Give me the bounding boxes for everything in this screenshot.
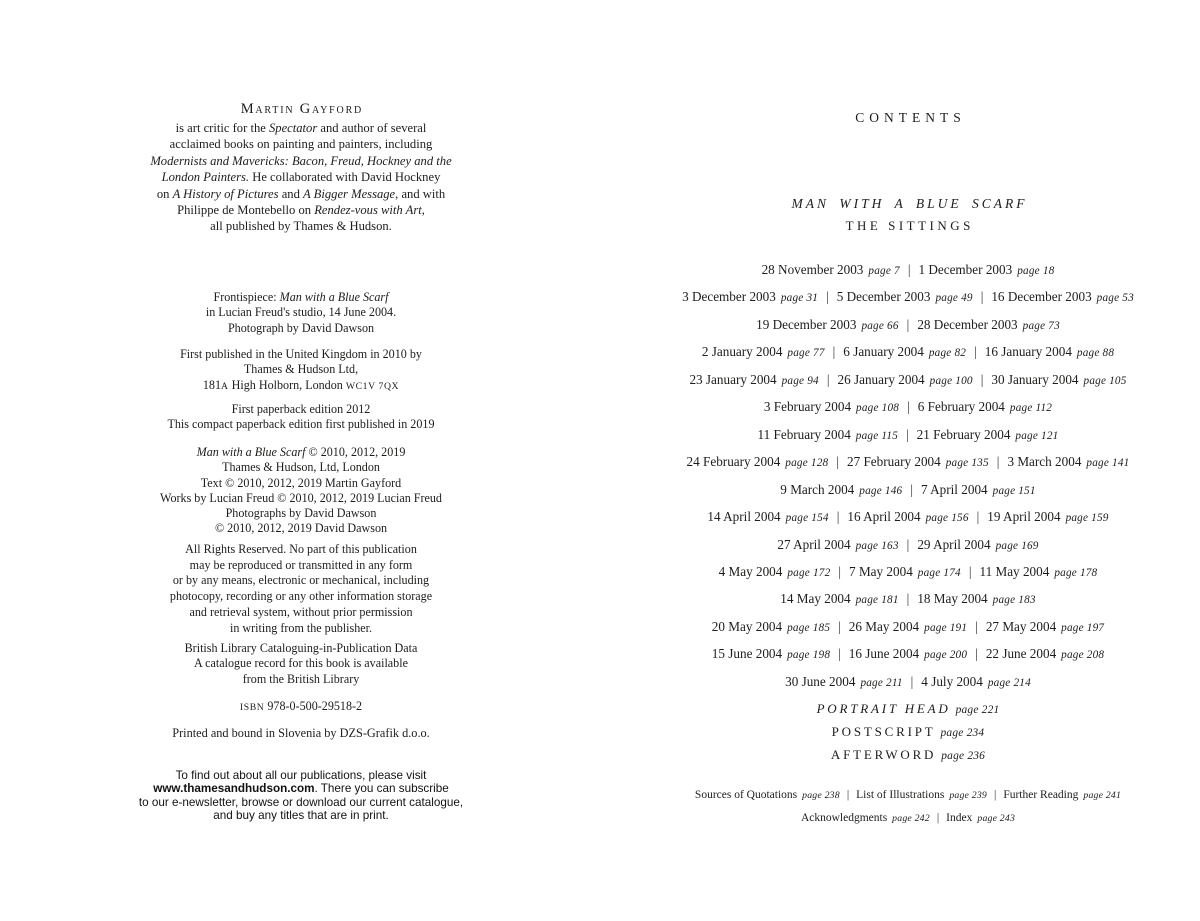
text-segment: Text © 2010, 2012, 2019 Martin Gayford xyxy=(200,475,402,490)
toc-row xyxy=(678,422,1138,449)
rights-reserved-block xyxy=(133,542,469,636)
toc-entry-label: 19 December 2003 xyxy=(756,316,857,332)
toc-entry xyxy=(719,564,831,579)
separator: | xyxy=(838,646,841,662)
toc-entry-label: 22 June 2004 xyxy=(985,646,1057,662)
text-segment: 181 xyxy=(202,377,222,392)
toc-entry xyxy=(917,317,1060,332)
text-segment: on xyxy=(156,186,173,201)
toc-row xyxy=(678,614,1138,641)
toc-entry-page: page 200 xyxy=(924,649,968,662)
text-segment: . There you can subscribe xyxy=(314,782,449,796)
text-segment: A History of Pictures xyxy=(172,186,279,201)
toc-entry-page: page 169 xyxy=(995,539,1039,552)
toc-entry-page: page 105 xyxy=(1083,374,1127,387)
toc-entry xyxy=(917,427,1059,442)
toc-entry-page: page 197 xyxy=(1061,621,1105,634)
text-segment: and buy any titles that are in print. xyxy=(213,809,389,823)
toc-entry-page: page 163 xyxy=(855,539,899,552)
text-segment: www.thamesandhudson.com xyxy=(153,782,315,796)
toc-entry-page: page 181 xyxy=(855,594,899,607)
toc-entry-label: 11 February 2004 xyxy=(757,426,851,442)
text-line xyxy=(133,769,469,782)
toc-row xyxy=(678,586,1138,613)
text-segment: Frontispiece: xyxy=(213,290,280,304)
toc-row xyxy=(678,559,1138,586)
toc-row xyxy=(678,641,1138,668)
toc-entry-label: 21 February 2004 xyxy=(916,426,1011,442)
separator: | xyxy=(846,789,850,801)
toc-entry xyxy=(946,812,1015,824)
toc-entry-page: page 208 xyxy=(1061,649,1105,662)
toc-entry-page: page 238 xyxy=(802,790,840,801)
text-segment: Philippe de Montebello on xyxy=(177,203,315,218)
text-segment: ISBN xyxy=(239,702,265,713)
toc-entry xyxy=(1007,454,1129,469)
toc-entry xyxy=(849,564,961,579)
text-segment: 978-0-500-29518-2 xyxy=(264,699,363,713)
separator: | xyxy=(975,618,978,634)
text-segment: acclaimed books on painting and painters, including xyxy=(169,137,433,152)
toc-entry-page: page 236 xyxy=(941,750,986,762)
toc-entry-page: page 151 xyxy=(992,484,1036,497)
text-line xyxy=(133,445,469,460)
toc-entry xyxy=(831,747,985,762)
toc-row xyxy=(678,449,1138,476)
toc-entry xyxy=(785,674,903,689)
toc-entry xyxy=(847,509,968,524)
toc-entry-label: 27 February 2004 xyxy=(846,454,941,470)
toc-entry xyxy=(921,482,1036,497)
publication-info xyxy=(133,347,469,394)
toc-entry-label: 7 May 2004 xyxy=(849,563,913,579)
toc-entry xyxy=(764,399,899,414)
frontispiece-note xyxy=(133,290,469,336)
toc-entry xyxy=(780,591,898,606)
toc-entry-page: page 49 xyxy=(935,292,973,305)
toc-entry-label: PORTRAIT HEAD xyxy=(816,701,951,716)
text-line xyxy=(133,521,469,536)
toc-entry xyxy=(847,454,989,469)
toc-entry-page: page 198 xyxy=(787,649,831,662)
toc-entry-label: 2 January 2004 xyxy=(701,344,783,360)
text-line xyxy=(133,120,469,136)
toc-entry-page: page 7 xyxy=(868,265,900,277)
toc-entry-label: 16 June 2004 xyxy=(848,646,920,662)
toc-entry-page: page 159 xyxy=(1065,512,1109,525)
toc-entry xyxy=(689,372,818,387)
separator: | xyxy=(838,563,842,579)
toc-entry-page: page 141 xyxy=(1086,457,1130,470)
text-segment: Thames & Hudson Ltd, xyxy=(243,362,359,377)
toc-entry-label: 9 March 2004 xyxy=(780,481,855,497)
text-segment: Man with a Blue Scarf xyxy=(279,290,389,304)
text-segment: and author of several xyxy=(317,121,427,135)
toc-entry-page: page 172 xyxy=(787,566,831,579)
separator: | xyxy=(832,344,836,360)
separator: | xyxy=(976,509,980,525)
toc-entry-page: page 241 xyxy=(1083,790,1122,801)
toc-entry-page: page 94 xyxy=(781,374,819,387)
text-line xyxy=(133,605,469,621)
text-segment: , and with xyxy=(395,186,446,201)
text-line xyxy=(133,542,469,558)
library-cataloguing-block xyxy=(133,641,469,687)
text-line xyxy=(133,589,469,605)
toc-entry-label: 26 January 2004 xyxy=(837,371,925,387)
text-line xyxy=(133,218,469,234)
text-line xyxy=(133,186,469,202)
text-line xyxy=(133,305,469,320)
text-segment: to our e-newsletter, browse or download our current catalogue, xyxy=(138,795,464,809)
toc-entry xyxy=(986,646,1104,661)
toc-entry-page: page 82 xyxy=(928,347,967,360)
toc-entry-label: 20 May 2004 xyxy=(711,618,783,634)
toc-entry-page: page 146 xyxy=(859,484,903,497)
separator: | xyxy=(906,316,910,332)
toc-entry-page: page 18 xyxy=(1017,265,1055,277)
toc-entry xyxy=(917,591,1035,606)
toc-entry-label: 3 February 2004 xyxy=(763,399,852,415)
text-line xyxy=(133,672,469,687)
toc-entry-label: 5 December 2003 xyxy=(836,289,931,305)
sittings-list xyxy=(678,257,1138,696)
toc-row xyxy=(678,367,1138,394)
separator: | xyxy=(838,618,841,634)
separator: | xyxy=(907,399,910,415)
toc-entry xyxy=(777,537,898,552)
toc-entry xyxy=(702,344,825,359)
text-line xyxy=(133,796,469,809)
text-segment: Rendez-vous with Art xyxy=(314,203,422,218)
separator: | xyxy=(996,454,1000,470)
text-line xyxy=(133,153,469,169)
toc-entry xyxy=(985,344,1114,359)
toc-entry-page: page 100 xyxy=(929,374,973,387)
text-line xyxy=(133,699,469,715)
text-segment: is art critic for the xyxy=(175,121,269,135)
separator: | xyxy=(826,289,829,305)
toc-entry-page: page 121 xyxy=(1015,429,1059,442)
toc-entry-label: 3 March 2004 xyxy=(1007,454,1082,470)
toc-entry xyxy=(780,482,902,497)
toc-entry-page: page 211 xyxy=(860,676,903,689)
toc-entry-label: 6 February 2004 xyxy=(917,399,1005,415)
toc-entry xyxy=(682,289,818,304)
toc-entry-page: page 242 xyxy=(892,813,930,824)
toc-entry-label: Index xyxy=(946,812,973,824)
toc-entry xyxy=(687,454,829,469)
toc-row xyxy=(678,532,1138,559)
toc-row xyxy=(678,744,1138,767)
toc-entry xyxy=(712,646,830,661)
toc-entry-page: page 214 xyxy=(987,676,1031,689)
toc-entry xyxy=(986,619,1104,634)
toc-entry xyxy=(712,619,830,634)
text-segment: First published in the United Kingdom in 2010 by xyxy=(180,347,422,361)
toc-entry-page: page 243 xyxy=(977,813,1016,824)
text-line xyxy=(133,362,469,377)
toc-entry-label: 15 June 2004 xyxy=(711,646,783,662)
text-segment: Photograph by David Dawson xyxy=(227,320,375,335)
separator: | xyxy=(968,563,972,579)
text-segment: All Rights Reserved. No part of this publication xyxy=(185,542,417,556)
toc-entry-page: page 77 xyxy=(787,347,825,360)
separator: | xyxy=(836,454,839,470)
separator: | xyxy=(994,789,997,801)
toc-entry-page: page 31 xyxy=(780,292,819,305)
text-segment: Thames & Hudson, Ltd, London xyxy=(222,460,380,475)
text-line xyxy=(133,402,469,417)
text-segment: in writing from the publisher. xyxy=(229,620,373,635)
toc-entry-page: page 73 xyxy=(1022,319,1060,332)
toc-row xyxy=(678,339,1138,366)
toc-entry xyxy=(801,812,930,824)
back-sections-list xyxy=(678,698,1138,767)
separator: | xyxy=(906,536,910,552)
part-subtitle: THE SITTINGS xyxy=(845,218,974,233)
toc-entry-page: page 234 xyxy=(940,727,985,739)
toc-entry-label: 16 January 2004 xyxy=(984,344,1072,360)
isbn-line xyxy=(133,699,469,715)
toc-entry xyxy=(849,646,967,661)
toc-entry-page: page 239 xyxy=(949,790,987,801)
toc-entry-label: 19 April 2004 xyxy=(987,509,1061,525)
text-segment: WC1V 7QX xyxy=(345,380,400,392)
text-segment: all published by Thames & Hudson. xyxy=(210,219,392,234)
separator: | xyxy=(980,371,984,387)
toc-entry-label: 23 January 2004 xyxy=(689,371,777,387)
toc-row xyxy=(678,284,1138,311)
separator: | xyxy=(910,481,913,497)
publisher-website-block xyxy=(133,769,469,823)
text-line xyxy=(133,641,469,656)
toc-entry xyxy=(695,789,840,801)
text-segment: Modernists and Mavericks: Bacon, Freud, Hockney and the xyxy=(150,153,452,168)
separator: | xyxy=(906,591,910,607)
toc-entry-label: 24 February 2004 xyxy=(686,454,781,470)
toc-entry xyxy=(917,537,1038,552)
toc-entry-page: page 66 xyxy=(861,319,899,332)
text-segment: To find out about all our publications, please visit xyxy=(175,769,427,782)
toc-entry xyxy=(918,262,1054,277)
toc-entry-label: 14 April 2004 xyxy=(707,509,781,525)
text-segment: Works by Lucian Freud © 2010, 2012, 2019 Lucian Freud xyxy=(160,490,442,505)
toc-entry-page: page 128 xyxy=(785,457,829,470)
toc-entry xyxy=(991,372,1126,387)
toc-entry-page: page 115 xyxy=(855,429,899,442)
text-segment: and retrieval system, without prior permission xyxy=(189,604,413,619)
text-segment: High Holborn, London xyxy=(228,377,346,392)
text-segment: Spectator xyxy=(268,121,318,135)
text-segment: Man with a Blue Scarf xyxy=(196,445,306,459)
text-line xyxy=(133,782,469,795)
toc-entry xyxy=(837,372,972,387)
toc-entry-label: 16 December 2003 xyxy=(991,289,1092,305)
toc-entry-page: page 53 xyxy=(1096,292,1134,305)
toc-entry-label: 6 January 2004 xyxy=(843,344,924,360)
toc-row xyxy=(678,784,1138,807)
toc-entry-label: 7 April 2004 xyxy=(920,481,988,497)
text-line xyxy=(133,476,469,491)
text-segment: A xyxy=(221,380,229,392)
text-line xyxy=(133,809,469,822)
text-segment: and xyxy=(278,186,304,201)
author-bio xyxy=(133,120,469,235)
text-segment: British Library Cataloguing-in-Publication Data xyxy=(184,641,418,655)
toc-entry-page: page 174 xyxy=(917,566,961,579)
toc-entry-label: 1 December 2003 xyxy=(918,262,1013,277)
text-segment: He collaborated with David Hockney xyxy=(249,170,441,185)
text-segment: A catalogue record for this book is available xyxy=(194,656,408,671)
toc-entry xyxy=(918,399,1052,414)
text-line xyxy=(133,347,469,362)
text-line xyxy=(133,290,469,305)
text-line xyxy=(133,621,469,637)
contents-title: CONTENTS xyxy=(855,110,966,125)
toc-entry-label: 28 December 2003 xyxy=(917,316,1018,332)
text-line xyxy=(133,417,469,432)
text-segment: photocopy, recording or any other information storage xyxy=(169,589,433,604)
toc-entry-label: 3 December 2003 xyxy=(682,289,776,305)
toc-entry xyxy=(1003,789,1121,801)
text-segment: © 2010, 2012, 2019 David Dawson xyxy=(214,521,388,536)
separator: | xyxy=(974,344,977,360)
text-line xyxy=(133,558,469,574)
toc-entry-label: List of Illustrations xyxy=(856,789,945,801)
text-line xyxy=(133,202,469,218)
separator: | xyxy=(836,509,840,525)
toc-entry-label: 27 April 2004 xyxy=(777,536,851,552)
toc-entry-label: 30 January 2004 xyxy=(991,371,1079,387)
text-line xyxy=(133,378,469,394)
toc-entry xyxy=(817,701,1000,716)
toc-entry-page: page 183 xyxy=(992,594,1036,607)
separator: | xyxy=(907,262,911,277)
toc-entry-label: 30 June 2004 xyxy=(785,673,856,689)
text-line xyxy=(133,321,469,336)
toc-entry xyxy=(856,789,987,801)
toc-entry xyxy=(987,509,1108,524)
toc-row xyxy=(678,698,1138,721)
text-line xyxy=(133,491,469,506)
toc-row xyxy=(678,477,1138,504)
toc-entry-page: page 108 xyxy=(856,402,900,415)
toc-entry-label: Further Reading xyxy=(1003,789,1079,801)
toc-row xyxy=(678,721,1138,744)
text-segment: , xyxy=(421,203,425,218)
toc-entry-page: page 135 xyxy=(945,457,989,470)
text-line xyxy=(133,136,469,152)
toc-entry-label: 29 April 2004 xyxy=(917,536,991,552)
text-segment: A Bigger Message xyxy=(303,186,396,201)
end-matter-list xyxy=(678,784,1138,830)
text-segment: © 2010, 2012, 2019 xyxy=(305,445,406,459)
toc-entry xyxy=(921,674,1031,689)
text-segment: in Lucian Freud's studio, 14 June 2004. xyxy=(205,305,397,320)
separator: | xyxy=(910,673,914,689)
toc-entry xyxy=(837,289,973,304)
toc-entry xyxy=(843,344,966,359)
separator: | xyxy=(906,426,909,442)
toc-entry-label: Sources of Quotations xyxy=(694,789,798,801)
toc-entry-page: page 156 xyxy=(925,512,969,525)
toc-row xyxy=(678,669,1138,696)
toc-entry-label: 28 November 2003 xyxy=(761,262,864,277)
toc-entry xyxy=(832,724,985,739)
toc-entry-label: 11 May 2004 xyxy=(979,563,1050,579)
toc-entry-label: 14 May 2004 xyxy=(780,591,851,607)
toc-entry-label: 4 May 2004 xyxy=(718,563,783,579)
text-segment: This compact paperback edition first published in 2019 xyxy=(167,417,435,432)
text-segment: London Painters. xyxy=(161,170,250,185)
toc-row xyxy=(678,312,1138,339)
toc-entry-page: page 221 xyxy=(955,704,1000,716)
toc-entry-label: POSTSCRIPT xyxy=(831,724,936,739)
separator: | xyxy=(980,289,984,305)
toc-entry-page: page 178 xyxy=(1054,566,1098,579)
toc-entry-label: AFTERWORD xyxy=(830,747,937,762)
toc-entry xyxy=(979,564,1097,579)
separator: | xyxy=(975,646,978,662)
toc-entry xyxy=(991,289,1134,304)
text-line xyxy=(133,506,469,521)
toc-entry xyxy=(707,509,828,524)
text-line xyxy=(133,460,469,475)
text-segment: from the British Library xyxy=(242,671,360,686)
toc-entry xyxy=(758,427,899,442)
toc-entry-page: page 88 xyxy=(1076,347,1115,360)
toc-entry-page: page 185 xyxy=(787,621,831,634)
toc-entry-page: page 154 xyxy=(785,512,829,525)
text-line xyxy=(133,573,469,589)
author-name: Martin Gayford xyxy=(240,101,364,117)
text-line xyxy=(133,169,469,185)
separator: | xyxy=(936,812,940,824)
toc-row xyxy=(678,504,1138,531)
toc-entry-label: 4 July 2004 xyxy=(921,673,983,689)
text-segment: First paperback edition 2012 xyxy=(231,402,371,416)
copyright-block xyxy=(133,445,469,537)
toc-entry-page: page 112 xyxy=(1009,402,1053,415)
part-title: MAN WITH A BLUE SCARF xyxy=(791,196,1028,211)
text-segment: may be reproduced or transmitted in any form xyxy=(189,557,413,572)
toc-entry xyxy=(756,317,899,332)
toc-entry-label: Acknowledgments xyxy=(800,812,888,824)
printed-line: Printed and bound in Slovenia by DZS-Grafik d.o.o. xyxy=(172,726,430,740)
text-segment: Photographs by David Dawson xyxy=(225,506,377,521)
text-line xyxy=(133,656,469,671)
separator: | xyxy=(826,371,830,387)
toc-entry-label: 27 May 2004 xyxy=(985,618,1057,634)
toc-entry-label: 18 May 2004 xyxy=(917,591,988,607)
toc-row xyxy=(678,807,1138,830)
toc-row xyxy=(678,394,1138,421)
text-segment: or by any means, electronic or mechanical, including xyxy=(172,573,430,588)
toc-entry-page: page 191 xyxy=(924,621,968,634)
toc-entry xyxy=(762,262,900,277)
toc-row xyxy=(678,257,1138,284)
toc-entry-label: 16 April 2004 xyxy=(847,509,921,525)
toc-entry xyxy=(849,619,967,634)
toc-entry-label: 26 May 2004 xyxy=(848,618,920,634)
paperback-edition-note xyxy=(133,402,469,433)
